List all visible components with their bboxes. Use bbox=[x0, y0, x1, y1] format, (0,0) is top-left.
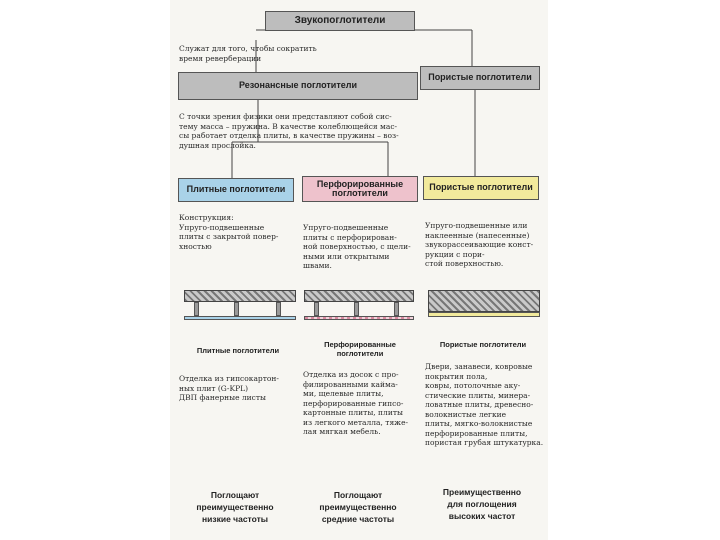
porous-materials: Двери, занавеси, ковровые покрытия пола, ковры, потолочные аку- стические плиты, минера- ловатные плиты, древесно- волокнистые легкие плиты, мягко-волокнистые перфорированные плиты, пористая грубая штукатурка. bbox=[425, 362, 544, 447]
perforated-construction: Упруго-подвешенные плиты с перфорирован- ной поверхностью, с щели- ными или открытыми швами. bbox=[303, 223, 411, 270]
resonant-description: С точки зрения физики они представляют собой сис- тему масса – пружина. В качестве колеблющейся мас- сы работает отделка плиты, в качестве пружины – воз- душная прослойка. bbox=[179, 112, 399, 150]
porous-diagram-label: Пористые поглотители bbox=[439, 340, 527, 349]
porous-absorber-diagram bbox=[428, 290, 540, 322]
title-box bbox=[265, 11, 415, 31]
porous-absorbers-box: Пористые поглотители bbox=[423, 176, 539, 200]
title: Звукопоглотители bbox=[294, 14, 386, 26]
perforated-absorbers-box: Перфорированные поглотители bbox=[302, 176, 418, 202]
porous-category-box: Пористые поглотители bbox=[420, 66, 540, 90]
resonant-category-box: Резонансные поглотители bbox=[178, 72, 418, 100]
porous-construction: Упруго-подвешенные или наклеенные (напесенные) звукорассеивающие конст- рукции с пори- стой поверхностью. bbox=[425, 221, 534, 268]
plate-absorbers-box: Плитные поглотители bbox=[178, 178, 294, 202]
plate-absorber-diagram bbox=[184, 290, 296, 322]
plate-construction: Конструкция: Упруго-подвешенные плиты с закрытой повер- хностью bbox=[179, 213, 279, 251]
perforated-diagram-label: Перфорированные поглотители bbox=[324, 340, 396, 358]
intro-text: Служат для того, чтобы сократить время реверберации bbox=[179, 44, 317, 63]
plate-diagram-label: Плитные поглотители bbox=[196, 346, 280, 355]
plate-materials: Отделка из гипсокартон- ных плит (G-KPL) ДВП фанерные листы bbox=[179, 374, 279, 402]
perforated-absorption-note: Поглощают преимущественно средние частоты bbox=[319, 490, 397, 524]
book-page bbox=[170, 0, 548, 540]
perforated-absorber-diagram bbox=[304, 290, 414, 322]
perforated-materials: Отделка из досок с про- филированными кайма- ми, щелевые плиты, перфорированные гипсо- картонные плиты, плиты из легкого металла, тяже- лая мягкая мебель. bbox=[303, 370, 409, 436]
porous-absorption-note: Преимущественно для поглощения высоких частот bbox=[442, 487, 522, 521]
plate-absorption-note: Поглощают преимущественно низкие частоты bbox=[196, 490, 274, 524]
